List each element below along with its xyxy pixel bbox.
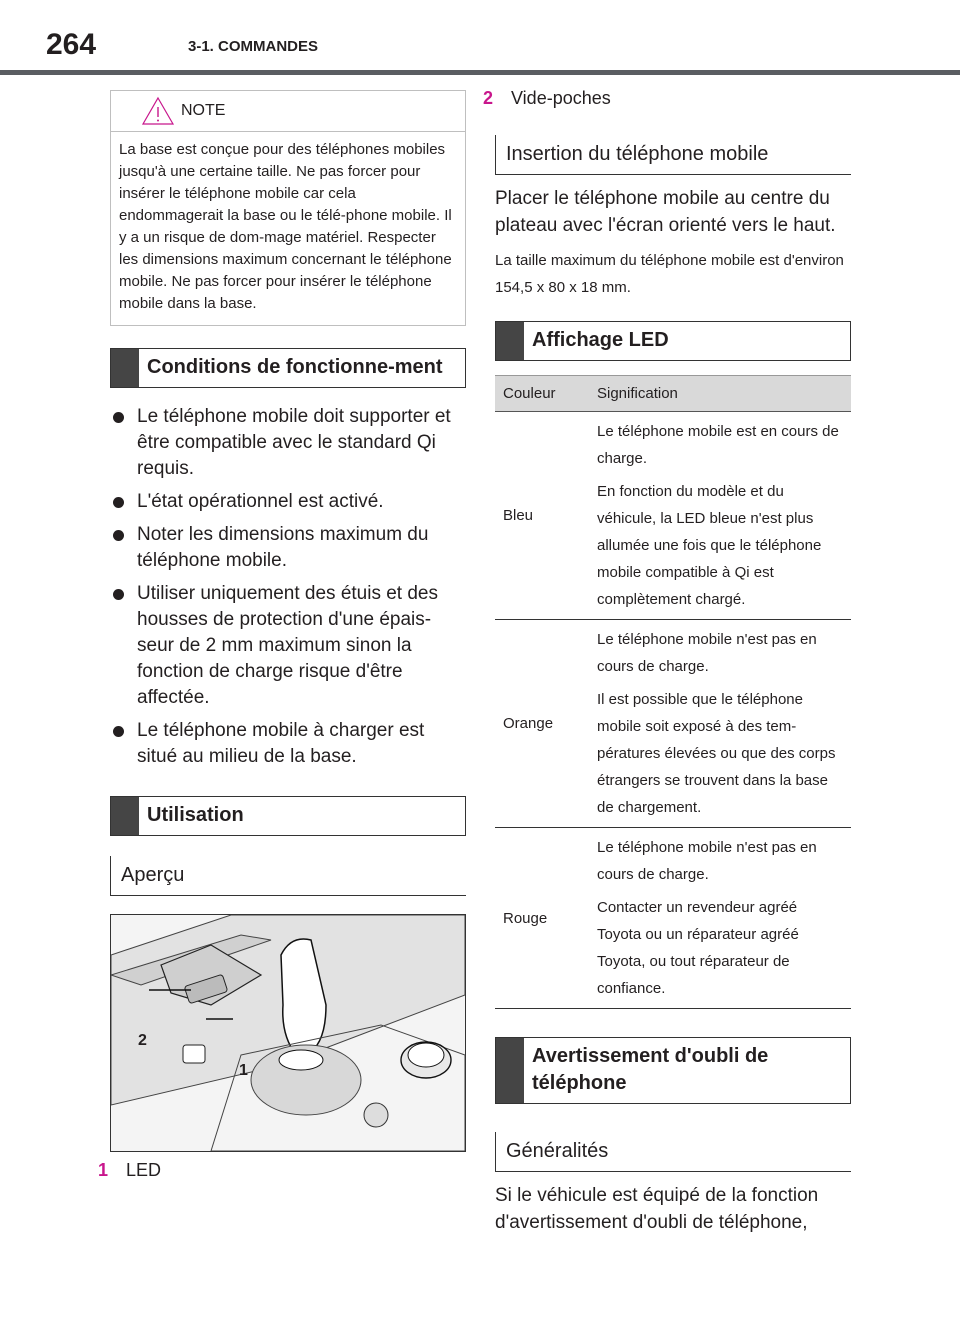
- table-row: [495, 620, 851, 828]
- header-rule: [0, 70, 960, 75]
- led-meaning: Le téléphone mobile n'est pas en cours de charge.: [597, 839, 817, 883]
- page-number: 264: [46, 28, 97, 61]
- note-header: [111, 91, 465, 132]
- list-item: L'état opérationnel est activé.: [110, 489, 466, 515]
- left-column: [98, 90, 466, 1181]
- led-meaning: En fonction du modèle et du véhicule, la LED bleue n'est plus allumée une fois que le téléphone mobile compatible à Qi est complètement chargé.: [597, 483, 822, 608]
- note-text: La base est conçue pour des téléphones mobiles jusqu'à une certaine taille. Ne pas forcer pour insérer le téléphone mobile car cela endommagerait la base ou le télé-phone mobile. Il y a un risque de dom-mage matériel. Respecter les dimensions maximum concernant le téléphone mobile. Ne pas forcer pour insérer le téléphone mobile dans la base.: [119, 141, 452, 312]
- list-item: Utiliser uniquement des étuis et des housses de protection d'une épais-seur de 2 mm maximum sinon la fonction de charge risque d'être affectée.: [110, 581, 466, 711]
- callout-vide-poches: [483, 88, 851, 109]
- led-meaning: Il est possible que le téléphone mobile soit exposé à des tem-pératures élevées ou que des corps étrangers se trouvent dans la base de chargement.: [597, 691, 836, 816]
- led-meaning: Contacter un revendeur agréé Toyota ou un réparateur agréé Toyota, ou tout réparateur de confiance.: [597, 899, 799, 997]
- oubli-text: Si le véhicule est équipé de la fonction d'avertissement d'oubli de téléphone,: [495, 1185, 819, 1233]
- bullet-icon: [113, 726, 124, 737]
- subsection-generalites: Généralités: [495, 1132, 851, 1172]
- led-table: [495, 375, 851, 1009]
- table-row: [495, 828, 851, 1009]
- list-item: Le téléphone mobile à charger est situé au milieu de la base.: [110, 718, 466, 770]
- insertion-size-note: La taille maximum du téléphone mobile est d'environ 154,5 x 80 x 18 mm.: [495, 252, 844, 296]
- bullet-icon: [113, 412, 124, 423]
- table-row: [495, 412, 851, 620]
- column-header-couleur: Couleur: [495, 376, 589, 412]
- callout-led: [98, 1160, 466, 1181]
- led-meaning: Le téléphone mobile n'est pas en cours de charge.: [597, 631, 817, 675]
- section-conditions-title: Conditions de fonctionne-ment: [147, 356, 443, 378]
- conditions-list: [110, 404, 466, 770]
- led-color: Bleu: [495, 412, 589, 620]
- subsection-apercu: Aperçu: [110, 856, 466, 896]
- list-item: Le téléphone mobile doit supporter et être compatible avec le standard Qi requis.: [110, 404, 466, 482]
- bullet-icon: [113, 497, 124, 508]
- section-affichage-led: [495, 321, 851, 361]
- list-item: Noter les dimensions maximum du téléphone mobile.: [110, 522, 466, 574]
- note-box: [110, 90, 466, 326]
- section-affichage-led-title: Affichage LED: [532, 329, 669, 351]
- section-oubli: [495, 1037, 851, 1104]
- column-header-signification: Signification: [589, 376, 851, 412]
- bullet-icon: [113, 589, 124, 600]
- led-color: Rouge: [495, 828, 589, 1009]
- led-color: Orange: [495, 620, 589, 828]
- callout-number: 2: [483, 88, 494, 108]
- section-utilisation: [110, 796, 466, 836]
- subsection-insertion: Insertion du téléphone mobile: [495, 135, 851, 175]
- led-meaning: Le téléphone mobile est en cours de charge.: [597, 423, 839, 467]
- callout-text: LED: [126, 1160, 162, 1180]
- bullet-icon: [113, 530, 124, 541]
- callout-text: Vide-poches: [511, 88, 611, 108]
- note-title: NOTE: [181, 102, 226, 119]
- warning-triangle-icon: [141, 96, 175, 126]
- section-utilisation-title: Utilisation: [147, 804, 244, 826]
- page-header: [0, 0, 960, 76]
- callout-number: 1: [98, 1160, 109, 1180]
- section-oubli-title: Avertissement d'oubli de téléphone: [532, 1045, 769, 1094]
- figure-label-2: 2: [138, 1032, 147, 1049]
- section-conditions: [110, 348, 466, 388]
- figure-label-1: 1: [239, 1062, 248, 1079]
- console-illustration: [110, 914, 466, 1152]
- right-column: [483, 82, 851, 1236]
- chapter-title: 3-1. COMMANDES: [188, 38, 319, 55]
- insertion-text: Placer le téléphone mobile au centre du plateau avec l'écran orienté vers le haut.: [495, 188, 836, 236]
